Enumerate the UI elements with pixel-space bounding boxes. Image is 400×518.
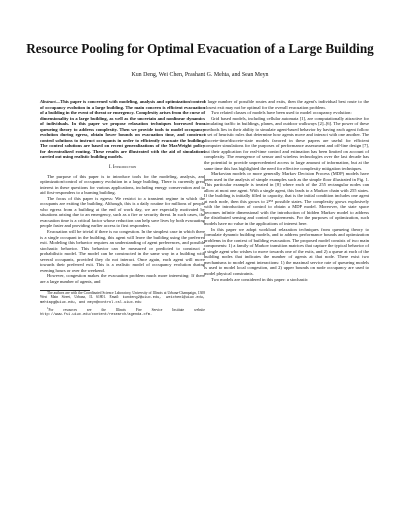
paragraph: Evacuation will be trivial if there is no congestion. In the simplest case in which there is a single occupant in the building, this agent will leave the building using the preferred exit. Modeling this behavior requires an understanding of agent preferences, and possible stochastic behavior. This behavior can be measured or predicted to construct a probabilistic model. The model can be constructed in the same way in a building with several occupants, provided they do not interact. Once again, each agent will move towards their preferred exit. This is a realistic model of occupancy evolution during evening hours or over the weekend. (40, 229, 205, 273)
abstract (40, 99, 205, 160)
abstract-label: Abstract (40, 99, 56, 104)
author-list: Kun Deng, Wei Chen, Prashant G. Mehta, and Sean Meyn (131, 72, 269, 78)
footnote-resources: $^1$For resources see the Illinois Fire Service Institute website http://www.fsi.uiuc.edu/content/research/agenda.cfm. (40, 305, 205, 318)
right-column (204, 99, 369, 282)
paragraph: The focus of this paper is egress: We restrict to a transient regime in which the occupants are exiting the building. Although, this is a daily routine for millions of people who egress from a building at the end of work day, we are especially motivated by situations arising due to an emergency, such as a fire or security threat. In such cases, the evacuation time is a critical factor whose reduction can help save lives by both evacuating people faster and providing earlier access to first responders. (40, 195, 205, 229)
abstract-text: —This paper is concerned with modeling, analysis and optimization/control of occupancy evolution in a large building. The main concern is efficient evacuation of a building in the event of threat or emergency. Complexity arises from the curse of dimensionality in a large building, as well as the uncertain and nonlinear dynamics of individuals. In this paper we propose relaxation techniques borrowed from queueing theory to address complexity. Then we provide tools to model occupancy evolution during egress, obtain lower bounds on evacuation time, and construct control solutions to instruct occupants in order to efficiently evacuate the building. The control solutions are based on recent generalizations of the MaxWeight policy for decentralized routing. These results are illustrated with the aid of simulations carried out using realistic building models. (40, 99, 205, 160)
paragraph: Markovian models or more generally Markov Decision Process (MDP) models have been used in the analysis of simple examples such as the simple floor illustrated in Fig. 1. This particular example is treated in [8] where each of the 255 rectangular nodes can allow at most one agent. With a single agent, this leads to a Markov chain with 255 states. If the building is initially filled to capacity, that is the initial condition includes one agent at each node, then this grows to 2²⁵⁵ possible states. The complexity grows explosively with the introduction of control to obtain a MDP model. Moreover, the state space becomes infinite dimensional with the introduction of hidden Markov model to address the distributed sensing and control requirements. For the purposes of optimization, such models have no value in the applications of interest here. (204, 171, 369, 227)
paper-title: Resource Pooling for Optimal Evacuation of a Large Building (26, 41, 374, 56)
paragraph: In this paper we adopt workload relaxation techniques from queueing theory to formulate dynamic building models, and to address performance bounds and optimization problems in the context of building evacuation. The proposed model consists of two main components: 1) a family of Markov transition matrices that capture the typical behavior of a single agent who wishes to move towards one of the exits, and 2) a queue at each of the building nodes that indicates the number of agents at that node. There exist two mechanisms to model agent interactions: 1) the maximal service rate of queueing models is used to model local congestion, and 2) upper bounds on node occupancy are used to model physical constraints. (204, 226, 369, 276)
section-heading-introduction: I. Introduction (108, 165, 137, 171)
left-column (40, 99, 205, 318)
paragraph: The purpose of this paper is to introduce tools for the modeling, analysis, and optimization/control of occupancy evolution in a large building. There is currently great interest in these questions for various applications, including energy conservation and to aid first-responders to a burning building. (40, 173, 205, 196)
footnote-url[interactable]: http://www.fsi.uiuc.edu/content/research/agenda.cfm. (40, 313, 153, 318)
paragraph: However, congestion makes the evacuation problem much more interesting: If there are a large number of agents, and (40, 273, 205, 284)
footnote-affiliation-text: The authors are with the Coordinated Science Laboratory, University of Illinois at Urbana-Champaign, 1308 West Main Street, Urbana, IL 61801. Email: (40, 290, 205, 299)
paragraph: Two related classes of models have been used to model occupancy evolution: (211, 110, 352, 116)
paragraph: a large number of possible routes and exits, then the agent's individual best route to the closest exit may not be optimal for the overall evacuation problem. (204, 99, 369, 110)
footnote-resources-text: For resources see the Illinois Fire Service Institute website (48, 307, 205, 312)
paragraph: Two models are considered in this paper: a stochastic (211, 276, 308, 282)
footnote-affiliation (40, 291, 205, 306)
paragraph: Grid based models, including cellular automata [1], are computationally attractive for simulating traffic in buildings, planes, and outdoor walkways [2]–[6]. The power of these methods lies in their ability to simulate agent-based behavior by having each agent follow a set of heuristic rules that determine how agents move and interact with one another. The discrete-time/discrete-state models favored in these papers are useful for efficient computer simulations for the purposes of performance assessment and off-line design [7], but their application for real-time control and estimation has been limited on account of complexity. The emergence of sensor and wireless technologies over the last decade has the potential to provide unprecedented access to large amount of information, but at the same time this has highlighted the need for effective complexity mitigation techniques. (204, 115, 369, 171)
footnote-emails: kundeng2@uiuc.edu, weichen1@uiuc.edu, mehtapg@uiuc.edu, and meyn@control.csl.uiuc.edu (40, 295, 205, 306)
